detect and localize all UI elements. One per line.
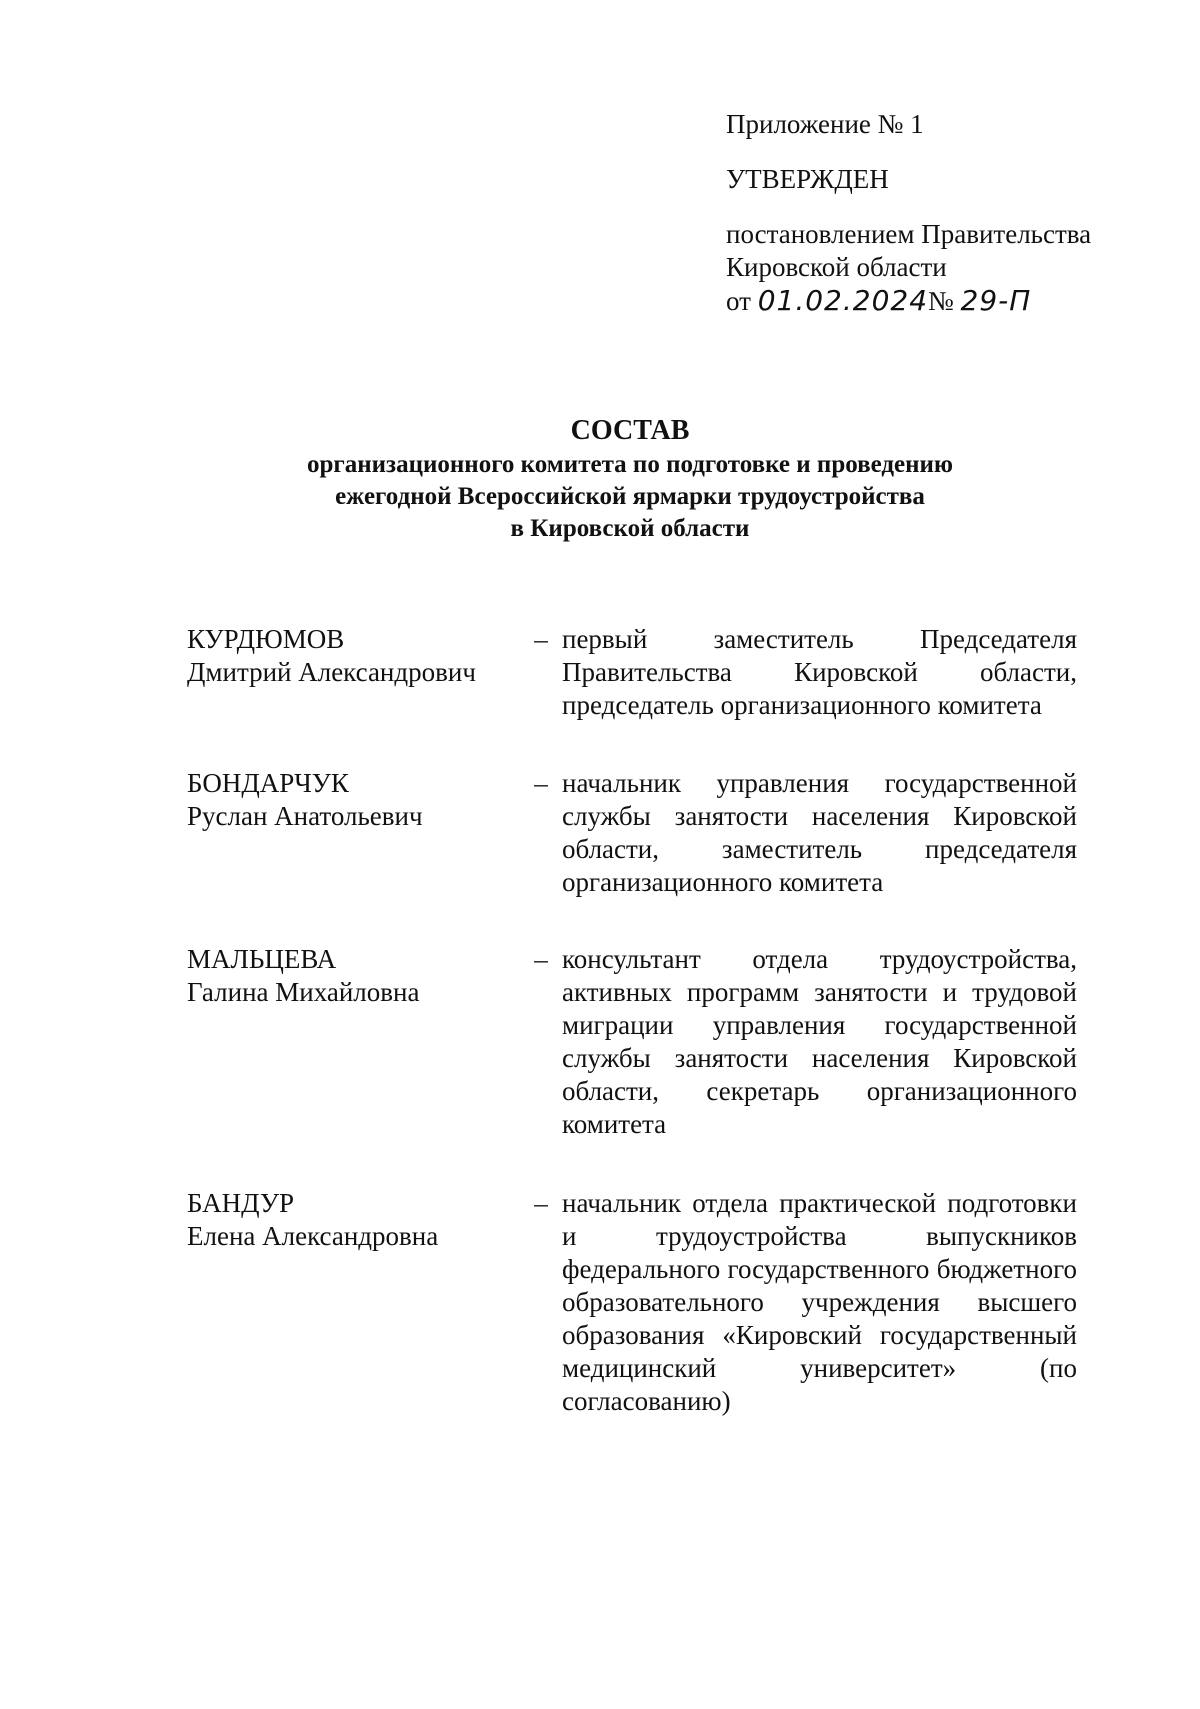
document-title-block — [180, 413, 1080, 545]
member-given-names: Галина Михайловна — [187, 977, 420, 1007]
member-entry — [187, 767, 1087, 899]
member-role: первый заместитель Председателя Правительства Кировской области, председатель организационного комитета — [562, 624, 1077, 720]
separator-dash: – — [534, 1188, 548, 1218]
member-given-names: Дмитрий Александрович — [187, 657, 476, 687]
member-name — [187, 623, 520, 689]
subtitle-line-3: в Кировской области — [510, 515, 750, 542]
member-given-names: Елена Александровна — [187, 1221, 439, 1251]
member-surname: БАНДУР — [187, 1188, 295, 1218]
member-role: консультант отдела трудоустройства, активных программ занятости и трудовой миграции управления государственной службы занятости населения Кировской области, секретарь организационного комитета — [562, 944, 1077, 1139]
date-prefix: от — [726, 286, 751, 316]
member-entry — [187, 1187, 1087, 1418]
member-surname: МАЛЬЦЕВА — [187, 944, 337, 974]
member-role: начальник управления государственной службы занятости населения Кировской области, заместитель председателя организационного комитета — [562, 768, 1077, 897]
member-entry — [187, 623, 1087, 722]
subtitle-line-1: организационного комитета по подготовке и проведению — [306, 451, 954, 478]
member-role: начальник отдела практической подготовки и трудоустройства выпускников федерального государственного бюджетного образовательного учреждения высшего образования «Кировский государственный медицинский университет» (по согласованию) — [562, 1188, 1077, 1416]
member-given-names: Руслан Анатольевич — [187, 801, 423, 831]
decree-reference — [726, 218, 1166, 318]
number-prefix: № — [928, 286, 954, 316]
member-surname: КУРДЮМОВ — [187, 624, 345, 654]
committee-members-list — [187, 623, 1087, 1418]
decree-date: 01.02.2024 — [757, 284, 929, 317]
member-entry — [187, 943, 1087, 1141]
separator-dash: – — [534, 768, 548, 798]
decree-line-1: постановлением Правительства — [726, 219, 1092, 249]
separator-dash: – — [534, 944, 548, 974]
member-surname: БОНДАРЧУК — [187, 768, 349, 798]
decree-date-number-line — [726, 284, 1166, 318]
decree-number: 29-П — [960, 284, 1032, 317]
member-name — [187, 767, 520, 833]
document-title: СОСТАВ — [570, 415, 690, 446]
separator-dash: – — [534, 624, 548, 654]
approval-stamp-block — [726, 108, 1166, 318]
member-name — [187, 943, 520, 1009]
annex-label: Приложение № 1 — [726, 109, 924, 139]
subtitle-line-2: ежегодной Всероссийской ярмарки трудоустройства — [335, 483, 925, 510]
member-name — [187, 1187, 520, 1253]
decree-line-2: Кировской области — [726, 252, 947, 282]
approved-label: УТВЕРЖДЕН — [726, 164, 889, 194]
